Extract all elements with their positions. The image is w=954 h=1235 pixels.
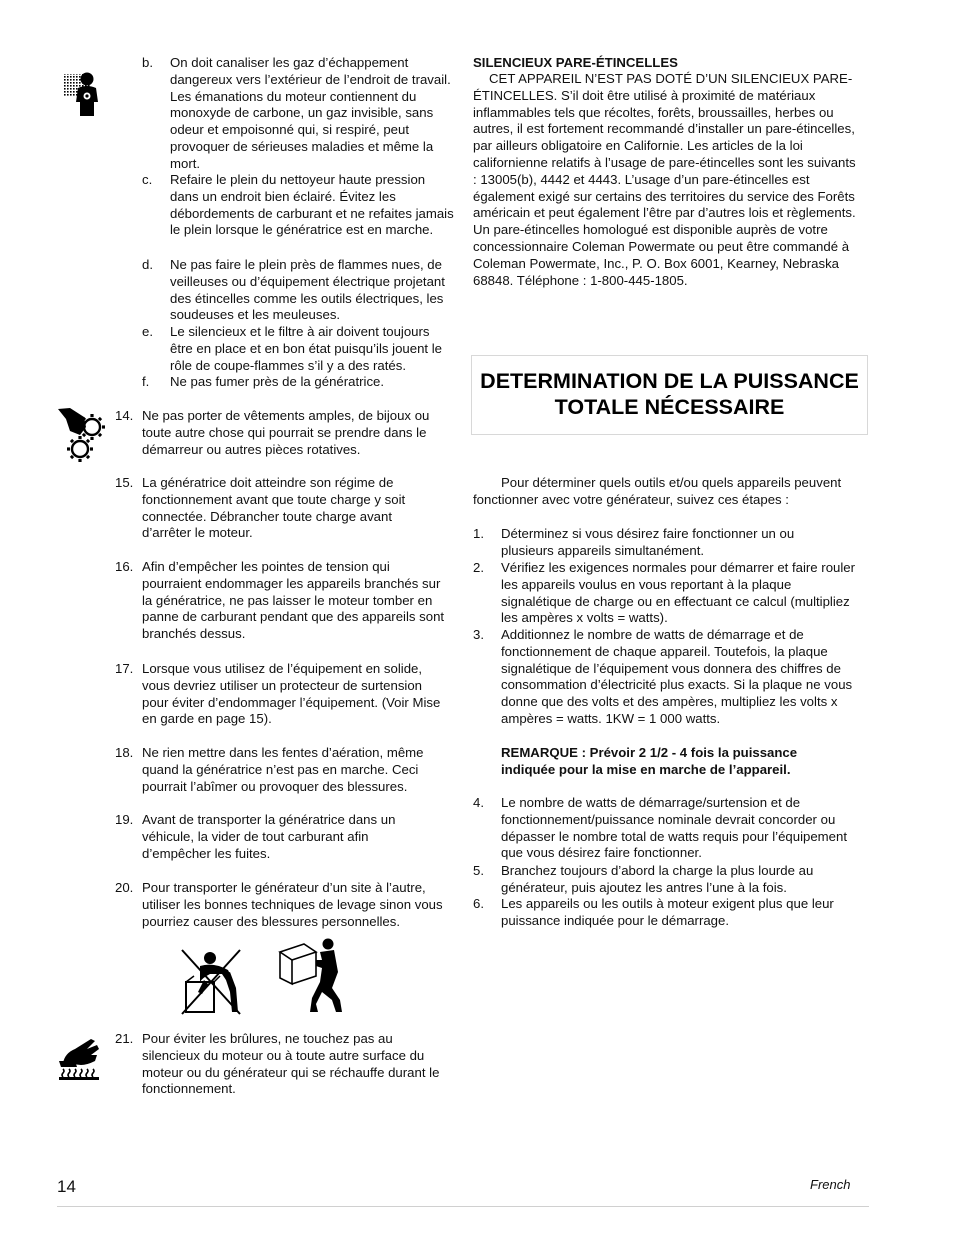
section-title-box <box>471 355 868 435</box>
page-number: 14 <box>57 1177 76 1196</box>
item-text: Refaire le plein du nettoyeur haute pression dans un endroit bien éclairé. Évitez les débordements de carburant et ne refaites jamais le plein lorsque le génératrice est en marche. <box>170 172 454 238</box>
item-text: Ne pas porter de vêtements amples, de bijoux ou toute autre chose qui pourrait se prendre dans le démarreur ou autres pièces rotatives. <box>142 408 430 457</box>
step-number: 4. <box>473 795 484 810</box>
step-text: Le nombre de watts de démarrage/surtension et de fonctionnement/puissance nominale devrait concorder ou dépasser le nombre total de watts requis pour l’équipement que vous désirez faire fonctionner. <box>501 795 848 861</box>
item-label: f. <box>142 374 150 389</box>
proper-lifting-icon <box>276 938 346 1014</box>
step-text: Les appareils ou les outils à moteur exigent plus que leur puissance indiquée pour le démarrage. <box>501 896 834 928</box>
hot-surface-icon <box>57 1035 101 1081</box>
item-text: Ne pas fumer près de la génératrice. <box>170 374 385 389</box>
item-text: On doit canaliser les gaz d’échappement dangereux vers l’extérieur de l’endroit de travail. Les émanations du moteur contiennent du monoxyde de carbone, un gaz invisible, sans odeur et empoisonné qui, si respiré, peut provoquer de sérieuses maladies et même la mort. <box>170 55 451 171</box>
item-label: d. <box>142 257 153 272</box>
remark-note: REMARQUE : Prévoir 2 1/2 - 4 fois la puissance indiquée pour la mise en marche de l’appareil. <box>501 745 798 777</box>
item-number: 14. <box>115 408 134 423</box>
item-label: e. <box>142 324 153 339</box>
step-text: Vérifiez les exigences normales pour démarrer et faire rouler les appareils voulus en vous reportant à la plaque signalétique de charge ou en effectuant ce calcul (multipliez les ampères x volts = watts). <box>501 560 856 626</box>
item-text: Pour éviter les brûlures, ne touchez pas au silencieux du moteur ou à toute autre surface du moteur ou du générateur qui se réchauffe durant le fonctionnement. <box>142 1031 440 1097</box>
item-text: Pour transporter le générateur d’un site à l’autre, utiliser les bonnes techniques de levage sinon vous pourriez causer des blessures personnelles. <box>142 880 443 929</box>
spark-arrester-text: CET APPAREIL N’EST PAS DOTÉ D’UN SILENCIEUX PARE-ÉTINCELLES. S’il doit être utilisé à proximité de matériaux inflammables tels que récoltes, forêts, broussailles, herbes ou autres, il est fortement recommandé d’installer un pare-étincelles, par ailleurs obligatoire en Californie. Les articles de la loi californienne relatifs à l’usage de pare-étincelles sont les suivants : 13005(b), 4442 et 4443. L’usage d’un pare-étincelles est également exigé sur certains des territoires du service des Forêts américain et peut également l’être par d’autres lois et règlements. Un pare-étincelles homologué est disponible auprès de votre concessionnaire Coleman Powermate ou peut être commandé à Coleman Powermate, Inc., P. O. Box 6001, Kearney, Nebraska 68848. Téléphone : 1-800-445-1805. <box>473 71 856 288</box>
item-number: 20. <box>115 880 134 895</box>
item-number: 18. <box>115 745 134 760</box>
step-number: 3. <box>473 627 484 642</box>
intro-paragraph: Pour déterminer quels outils et/ou quels appareils peuvent fonctionner avec votre générateur, suivez ces étapes : <box>473 475 842 507</box>
step-number: 6. <box>473 896 484 911</box>
item-number: 15. <box>115 475 134 490</box>
entanglement-hazard-icon <box>56 405 114 463</box>
item-text: Le silencieux et le filtre à air doivent toujours être en place et en bon état puisqu’ils jouent le rôle de coupe-flammes s’il y a des ratés. <box>170 324 442 373</box>
item-text: Avant de transporter la génératrice dans un véhicule, la vider de tout carburant afin d’empêcher les fuites. <box>142 812 396 861</box>
item-number: 21. <box>115 1031 134 1046</box>
improper-lifting-icon <box>180 948 242 1016</box>
section-title-line-1: DETERMINATION DE LA PUISSANCE <box>480 369 859 393</box>
item-text: La génératrice doit atteindre son régime de fonctionnement avant que toute charge y soit connectée. Débrancher toute charge avant d’arrêter le moteur. <box>142 475 406 541</box>
footer-divider <box>57 1206 869 1207</box>
step-text: Additionnez le nombre de watts de démarrage et de fonctionnement de chaque appareil. Toutefois, la plaque signalétique de l’équipement vous donnera des chiffres de consommation d’électricité plus exacts. Si la plaque ne vous donne que des volts et des ampères, multipliez les volts x ampères = watts. 1KW = 1 000 watts. <box>501 627 853 726</box>
item-number: 19. <box>115 812 134 827</box>
item-label: b. <box>142 55 153 70</box>
step-text: Déterminez si vous désirez faire fonctionner un ou plusieurs appareils simultanément. <box>501 526 795 558</box>
step-text: Branchez toujours d’abord la charge la plus lourde au générateur, puis ajoutez les antres l’une à la fois. <box>501 863 814 895</box>
spark-arrester-heading: SILENCIEUX PARE-ÉTINCELLES <box>473 55 678 70</box>
item-text: Ne rien mettre dans les fentes d’aération, même quand la génératrice n’est pas en marche. Ceci pourrait l’abîmer ou provoquer des blessures. <box>142 745 424 794</box>
section-title <box>472 368 867 420</box>
item-text: Afin d’empêcher les pointes de tension qui pourraient endommager les appareils branchés sur la génératrice, ne pas laisser le moteur tomber en panne de carburant pendant que des appareils sont branchés dessus. <box>142 559 445 642</box>
item-text: Ne pas faire le plein près de flammes nues, de veilleuses ou d’équipement électrique projetant des étincelles comme les outils électriques, les soudeuses et les meuleuses. <box>170 257 445 323</box>
item-label: c. <box>142 172 153 187</box>
item-number: 17. <box>115 661 134 676</box>
item-text: Lorsque vous utilisez de l’équipement en solide, vous devriez utiliser un protecteur de surtension pour éviter d’endommager l’équipement. (Voir Mise en garde en page 15). <box>142 661 441 727</box>
toxic-fumes-icon <box>64 70 112 118</box>
item-number: 16. <box>115 559 134 574</box>
section-title-line-2: TOTALE NÉCESSAIRE <box>554 395 785 419</box>
step-number: 5. <box>473 863 484 878</box>
language-label: French <box>810 1177 851 1192</box>
step-number: 1. <box>473 526 484 541</box>
step-number: 2. <box>473 560 484 575</box>
